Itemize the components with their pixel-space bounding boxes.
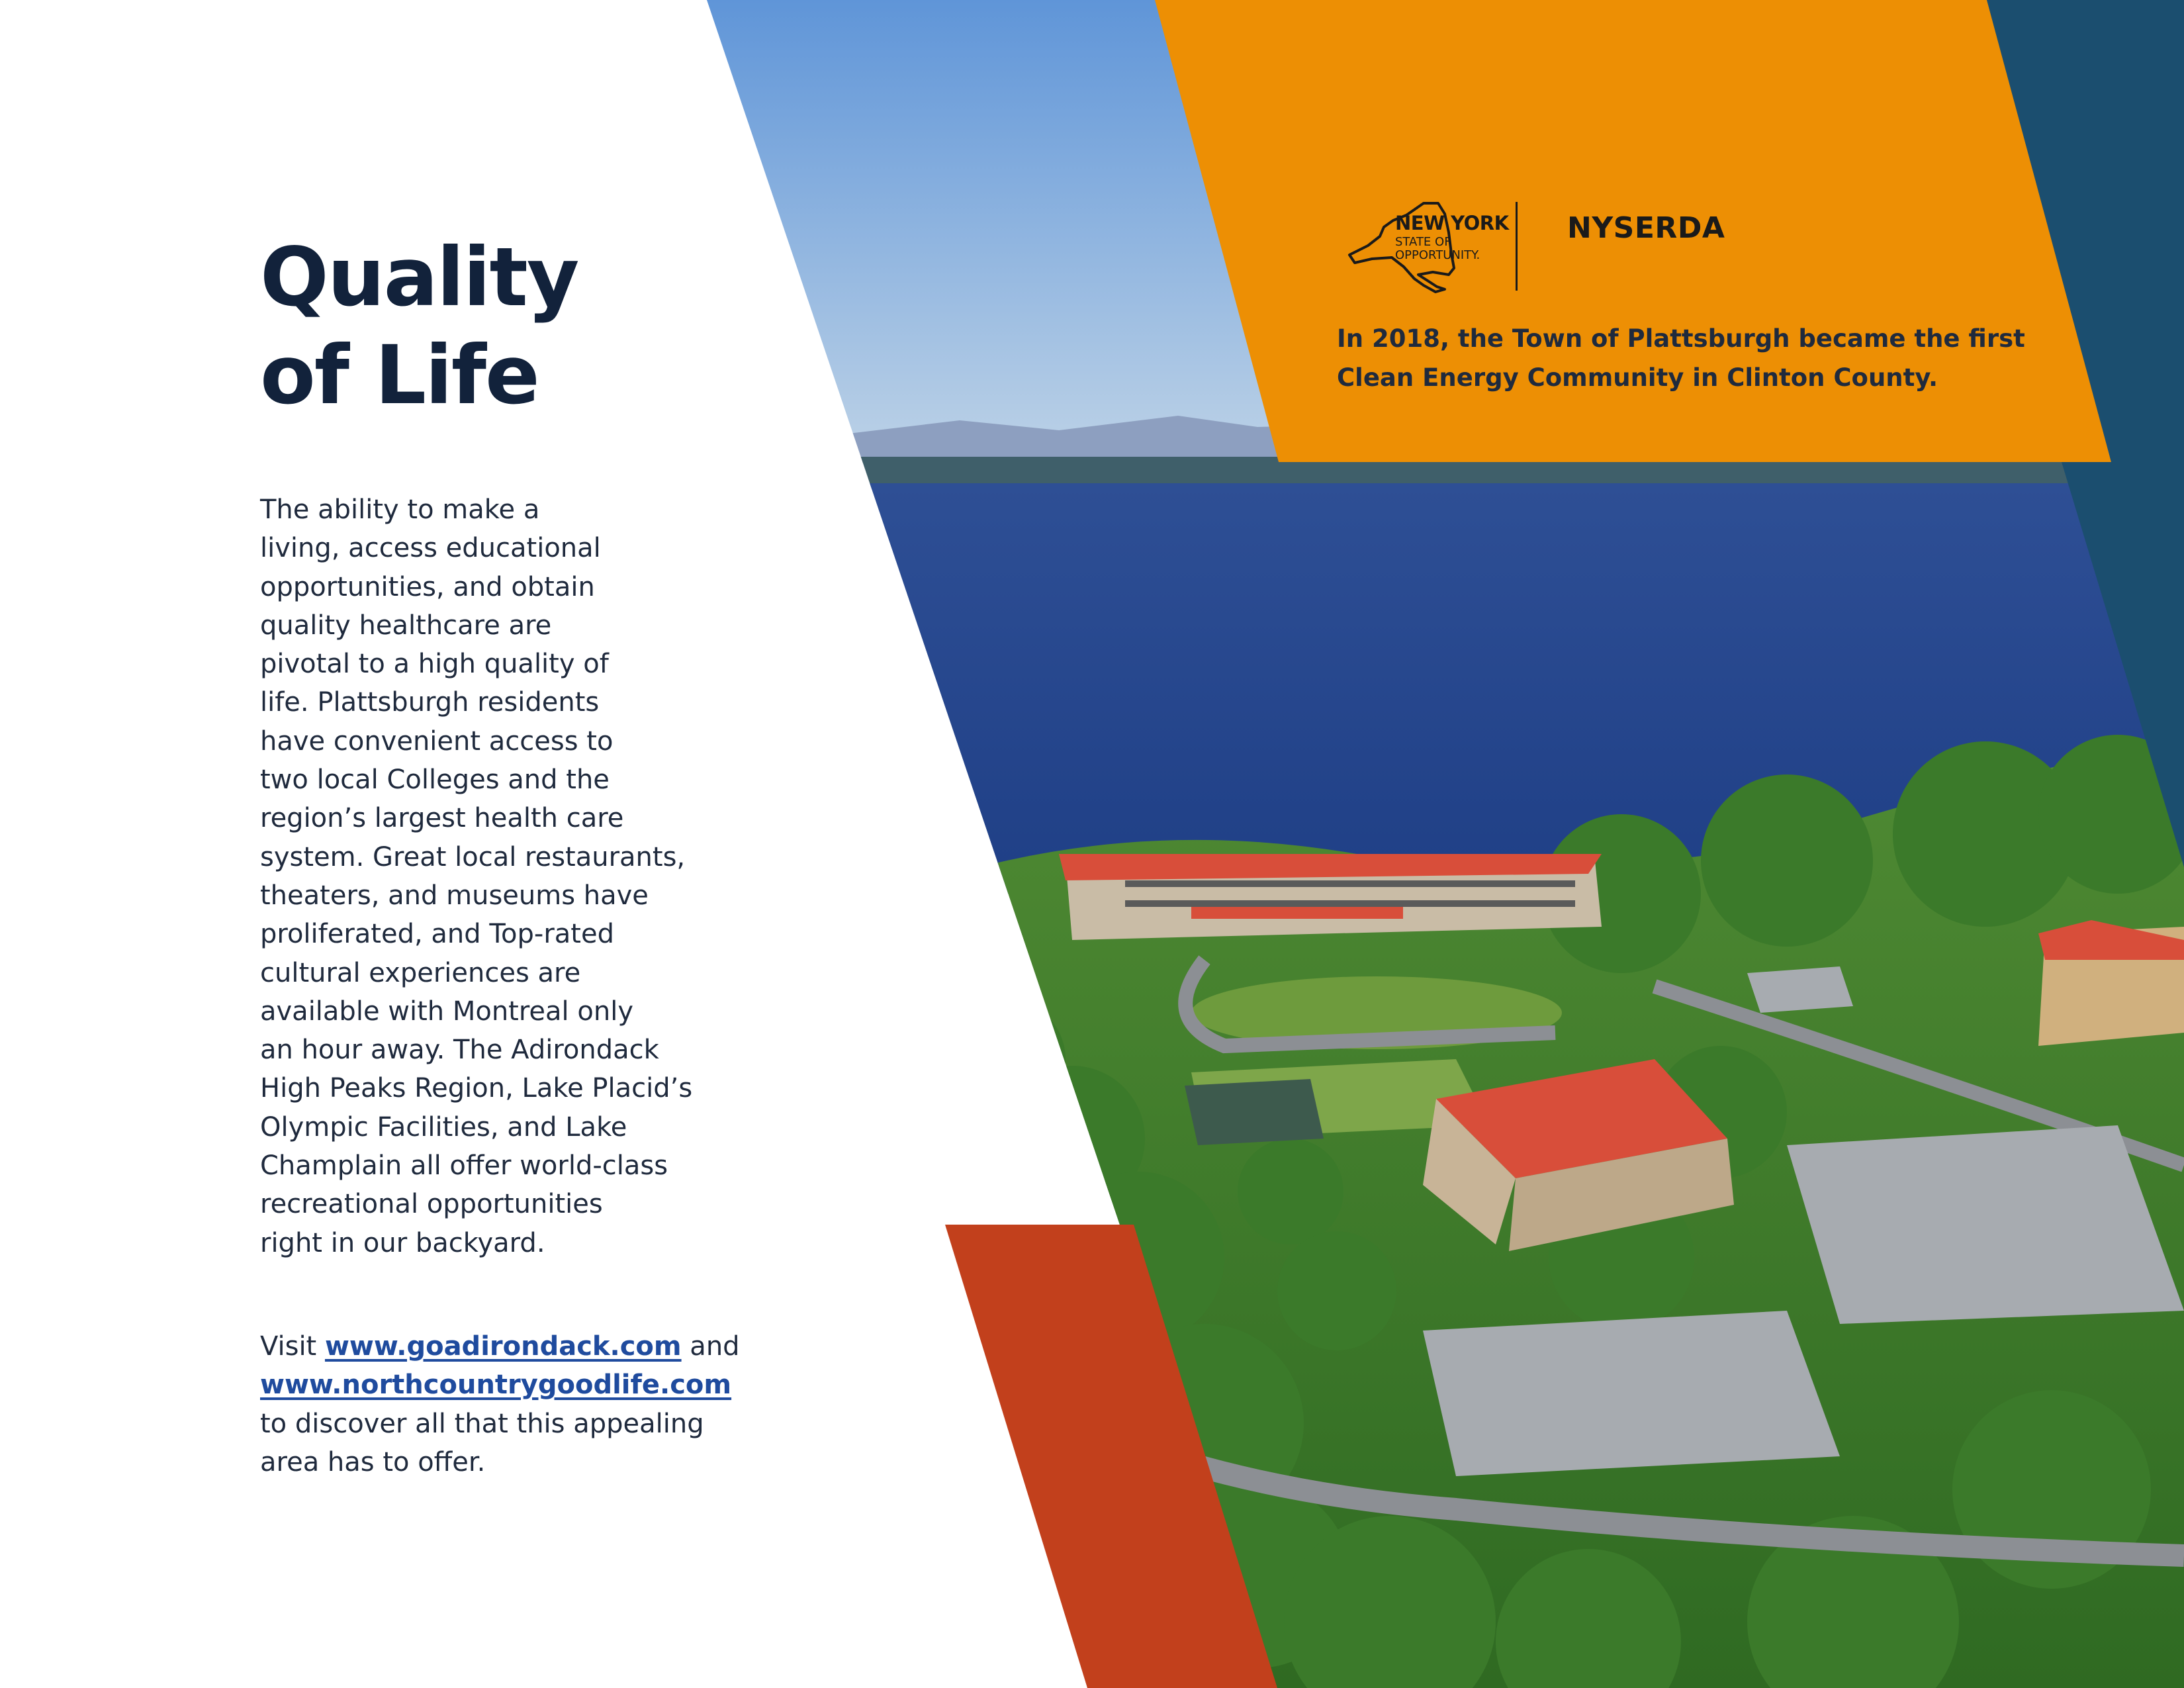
page-title-line: of Life (260, 328, 539, 422)
paragraph-line: opportunities, and obtain (260, 571, 595, 602)
intro-paragraph (260, 491, 723, 1262)
visit-line (260, 1327, 763, 1366)
goadirondack-link[interactable]: www.goadirondack.com (324, 1331, 682, 1362)
paragraph-line: theaters, and museums have (260, 880, 649, 911)
paragraph-line: Olympic Facilities, and Lake (260, 1111, 627, 1143)
visit-line (260, 1366, 763, 1404)
logo-nyserda: NYSERDA (1567, 211, 1725, 245)
paragraph-line: region’s largest health care (260, 803, 624, 834)
visit-and: and (681, 1331, 740, 1362)
visit-line: to discover all that this appealing (260, 1408, 704, 1439)
visit-paragraph (260, 1327, 763, 1481)
logo-divider (1516, 202, 1518, 291)
callout-line: Clean Energy Community in Clinton County. (1337, 363, 1938, 392)
paragraph-line: have convenient access to (260, 726, 614, 757)
visit-prefix: Visit (260, 1331, 325, 1362)
paragraph-line: The ability to make a (260, 494, 540, 525)
logo-sub-line: STATE OF (1395, 235, 1451, 249)
visit-line: area has to offer. (260, 1446, 486, 1477)
paragraph-line: recreational opportunities (260, 1189, 603, 1220)
paragraph-line: proliferated, and Top-rated (260, 919, 614, 950)
paragraph-line: life. Plattsburgh residents (260, 687, 600, 718)
paragraph-line: quality healthcare are (260, 610, 552, 641)
paragraph-line: pivotal to a high quality of (260, 649, 609, 680)
paragraph-line: two local Colleges and the (260, 765, 610, 796)
paragraph-line: an hour away. The Adirondack (260, 1035, 659, 1066)
page-title (260, 228, 578, 424)
paragraph-line: living, access educational (260, 533, 601, 564)
clean-energy-callout (1337, 319, 2025, 397)
page-title-line: Quality (260, 230, 578, 324)
paragraph-line: High Peaks Region, Lake Placid’s (260, 1073, 693, 1104)
paragraph-line: right in our backyard. (260, 1227, 545, 1258)
logo-sub-line: OPPORTUNITY. (1395, 248, 1480, 262)
paragraph-line: cultural experiences are (260, 957, 581, 988)
callout-line: In 2018, the Town of Plattsburgh became the first (1337, 324, 2025, 353)
logo-state-of-opportunity (1395, 236, 1480, 262)
logo-new-york: NEW YORK (1395, 212, 1509, 234)
paragraph-line: system. Great local restaurants, (260, 841, 686, 872)
northcountrygoodlife-link[interactable]: www.northcountrygoodlife.com (260, 1370, 732, 1401)
paragraph-line: available with Montreal only (260, 996, 633, 1027)
paragraph-line: Champlain all offer world-class (260, 1150, 668, 1182)
